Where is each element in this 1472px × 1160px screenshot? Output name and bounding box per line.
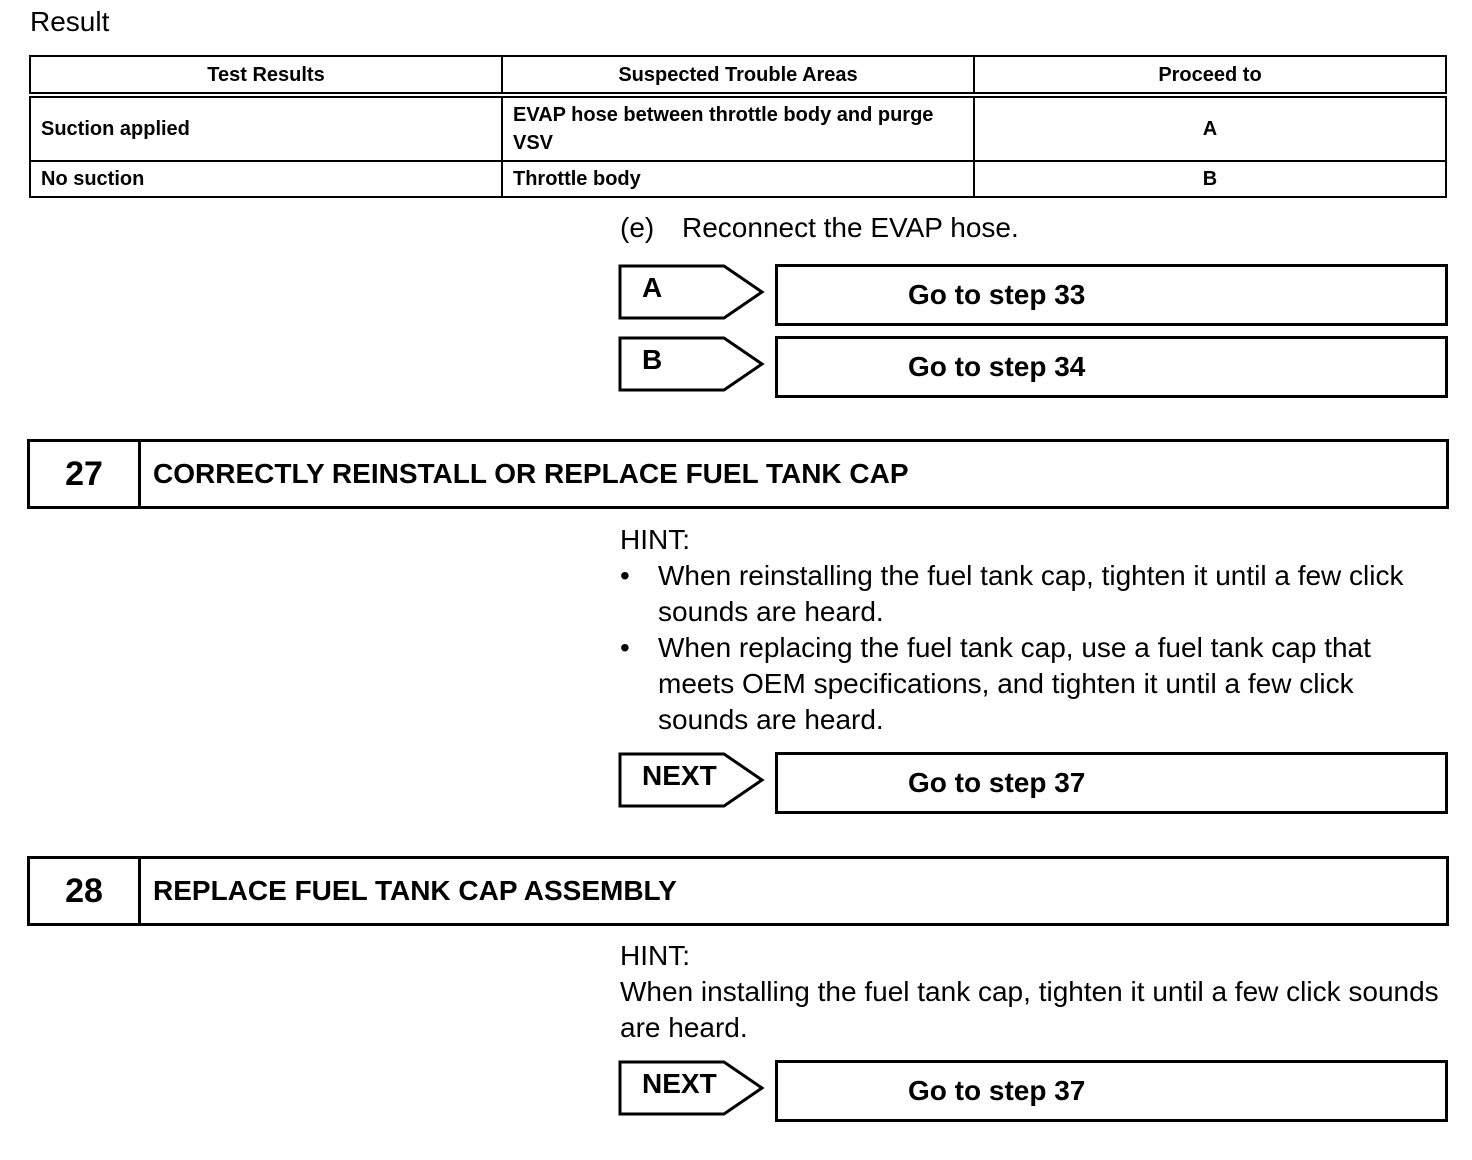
- result-title: Result: [30, 6, 110, 37]
- goto-step-33-button[interactable]: [775, 264, 1448, 326]
- section-27-number: 27: [30, 442, 141, 506]
- section-28-title: REPLACE FUEL TANK CAP ASSEMBLY: [153, 875, 677, 906]
- section-28-header: [27, 856, 1449, 926]
- header-suspected-trouble-areas: Suspected Trouble Areas: [502, 56, 974, 95]
- step-e: [620, 212, 1019, 244]
- result-table-header: [30, 56, 1446, 95]
- section-28-hint-label: HINT:: [620, 940, 690, 971]
- list-item-text: When reinstalling the fuel tank cap, tighten it until a few click sounds are heard.: [658, 560, 1404, 627]
- list-item-text: When replacing the fuel tank cap, use a fuel tank cap that meets OEM specifications, and tighten it until a few click sounds are heard.: [658, 632, 1371, 735]
- goto-step-33-label: Go to step 33: [908, 279, 1086, 310]
- branch-a-code: A: [642, 272, 663, 303]
- cell-trouble-area: Throttle body: [502, 161, 974, 197]
- cell-proceed-to: A: [974, 95, 1446, 161]
- section-28-next-tag: [618, 1060, 768, 1116]
- step-e-label: (e): [620, 212, 655, 243]
- step-e-text: Reconnect the EVAP hose.: [682, 212, 1019, 243]
- bullet-icon: •: [620, 632, 630, 663]
- arrow-tag-icon: [618, 336, 768, 392]
- cell-proceed-to: B: [974, 161, 1446, 197]
- branch-b-tag: [618, 336, 768, 392]
- bullet-icon: •: [620, 560, 630, 591]
- section-28-goto-step-37-button[interactable]: [775, 1060, 1448, 1122]
- goto-step-34-button[interactable]: [775, 336, 1448, 398]
- header-proceed-to: Proceed to: [974, 56, 1446, 95]
- goto-step-34-label: Go to step 34: [908, 351, 1086, 382]
- section-28-number: 28: [30, 859, 141, 923]
- section-27-hint-label: HINT:: [620, 524, 690, 555]
- cell-test-result: Suction applied: [30, 95, 502, 161]
- cell-trouble-area: EVAP hose between throttle body and purge VSV: [502, 95, 974, 161]
- section-27-next-code: NEXT: [642, 760, 717, 791]
- header-test-results: Test Results: [30, 56, 502, 95]
- section-27-next-tag: [618, 752, 768, 808]
- section-27-title: CORRECTLY REINSTALL OR REPLACE FUEL TANK CAP: [153, 458, 909, 489]
- section-28-hint: [620, 938, 1450, 1046]
- result-table: [29, 55, 1447, 198]
- list-item: [620, 630, 1450, 738]
- section-27-hint: [620, 522, 1450, 738]
- list-item: [620, 558, 1450, 630]
- branch-b-code: B: [642, 344, 663, 375]
- section-28-goto-label: Go to step 37: [908, 1075, 1086, 1106]
- cell-test-result: No suction: [30, 161, 502, 197]
- section-28-next-code: NEXT: [642, 1068, 717, 1099]
- section-27-header: [27, 439, 1449, 509]
- section-27-goto-label: Go to step 37: [908, 767, 1086, 798]
- arrow-tag-icon: [618, 264, 768, 320]
- branch-a-tag: [618, 264, 768, 320]
- table-row: [30, 95, 1446, 161]
- table-row: [30, 161, 1446, 197]
- section-28-hint-text: When installing the fuel tank cap, tighten it until a few click sounds are heard.: [620, 976, 1439, 1043]
- section-27-goto-step-37-button[interactable]: [775, 752, 1448, 814]
- section-27-hint-list: [620, 558, 1450, 738]
